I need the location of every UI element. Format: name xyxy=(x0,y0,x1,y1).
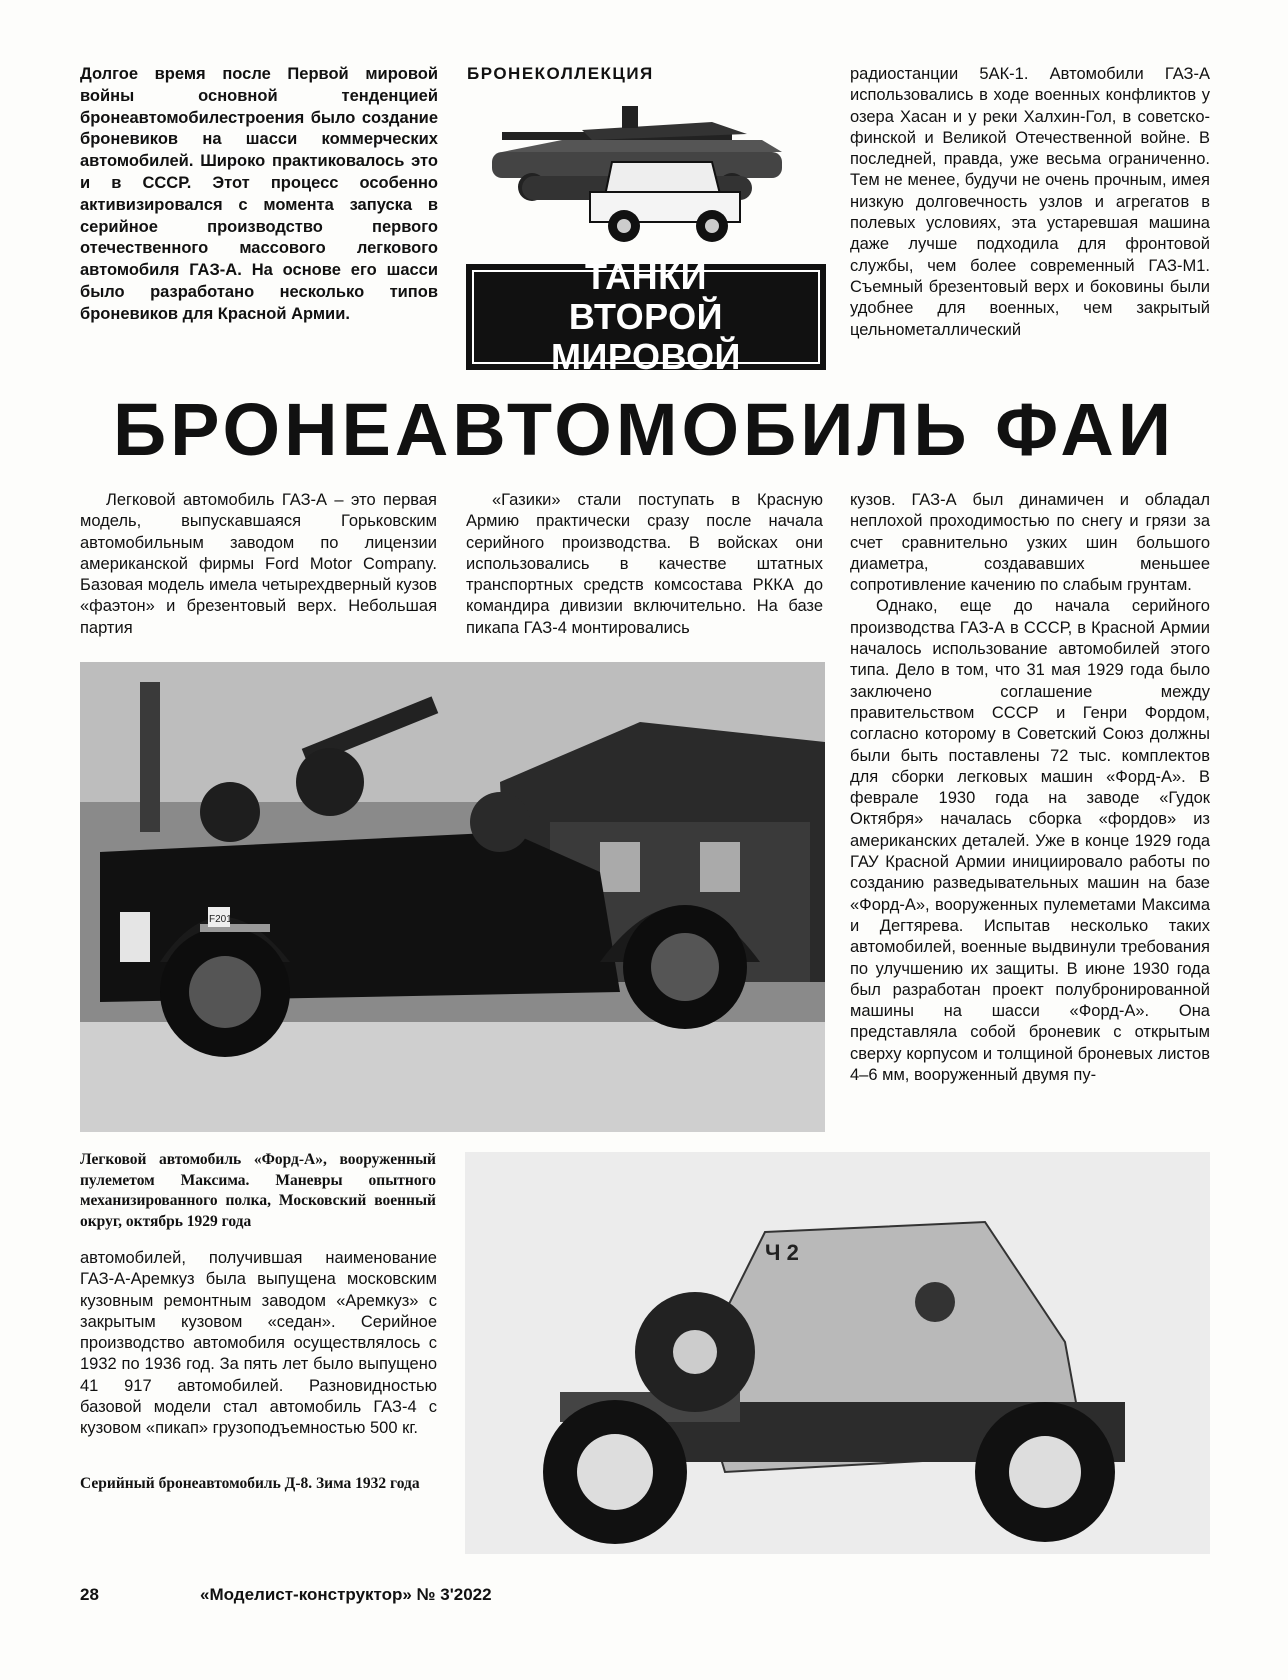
banner-line-1: ТАНКИ xyxy=(584,256,708,297)
series-banner xyxy=(466,256,826,377)
license-plate: F201 xyxy=(209,914,232,925)
photo-d8-armored-car xyxy=(465,1152,1210,1554)
top-right-column xyxy=(850,64,1210,341)
section-rubric: БРОНЕКОЛЛЕКЦИЯ xyxy=(467,64,654,83)
article-headline: БРОНЕАВТОМОБИЛЬ ФАИ xyxy=(112,388,1176,471)
intro-paragraph: Долгое время после Первой мировой войны основной тенденцией бронеавтомобилестроения было создание броневиков на шасси коммерческих автомобилей. Широко практиковалось это и в СССР. Этот процесс особенно активизировался с момента запуска в серийное производство первого отечественного массового легкового автомобиля ГАЗ-А. На основе его шасси было разработано несколько типов броневиков для Красной Армии. xyxy=(80,65,438,323)
column-2-top xyxy=(466,490,823,639)
photo-ford-a-maxim xyxy=(80,662,825,1132)
top-right-paragraph: радиостанции 5АК-1. Автомобили ГАЗ-А использовались в ходе военных конфликтов у озера Хасан и у реки Халхин-Гол, в советско-финской и Великой Отечественной войне. В последней, правда, уже весьма ограниченно. Тем не менее, будучи не очень прочным, имея низкую долговечность узлов и агрегатов в полевых условиях, эта устаревшая машина даже лучше подходила для фронтовой службы, чем более современный ГАЗ-М1. Съемный брезентовый верх и боковины были удобнее для военных, чем закрытый цельнометаллический xyxy=(850,65,1210,339)
photo-ford-a-image xyxy=(80,662,825,1132)
rubric-logo-illustration xyxy=(462,92,822,242)
column-1-paragraph: Легковой автомобиль ГАЗ-А – это первая модель, выпускавшаяся Горьковским автомобильным заводом по лицензии американской фирмы Ford Motor Company. Базовая модель имела четырехдверный кузов «фаэтон» и брезентовый верх. Небольшая партия xyxy=(80,491,437,637)
magazine-title: «Моделист-конструктор» № 3'2022 xyxy=(200,1585,492,1604)
page-number: 28 xyxy=(80,1585,99,1604)
vehicle-marking: Ч 2 xyxy=(765,1240,799,1265)
column-3-paragraph-2: Однако, еще до начала серийного производства ГАЗ-А в СССР, в Красной Армии началось использование автомобилей этого типа. Дело в том, что 31 мая 1929 года было заключено соглашение между правительством СССР и Генри Фордом, согласно которому в Советский Союз должны были быть поставлены 72 тыс. комплектов для сборки легковых машин «Форд-А». В феврале 1930 года на заводе «Гудок Октября» началась сборка «фордов» из американских деталей. Уже в конце 1929 года ГАУ Красной Армии инициировало работы по созданию разведывательных машин на базе «Форд-А», вооруженных пулеметами Максима и Дегтярева. Испытав несколько таких автомобилей, военные выдвинули требования по улучшению их защиты. В июне 1930 года был разработан проект полубронированной машины на шасси «Форд-А». Она представляла собой броневик с открытым сверху корпусом и толщиной броневых листов 4–6 мм, вооруженный двумя пу- xyxy=(850,597,1210,1085)
column-1-bottom-paragraph: автомобилей, получившая наименование ГАЗ-А-Аремкуз была выпущена московским кузовным ремонтным заводом «Аремкуз» с закрытым кузовом «седан». Серийное производство автомобиля осуществлялось с 1932 по 1936 год. За пять лет было выпущено 41 917 автомобилей. Разновидностью базовой модели стал автомобиль ГАЗ-4 с кузовом «пикап» грузоподъемностью 500 кг. xyxy=(80,1249,437,1438)
column-2-paragraph: «Газики» стали поступать в Красную Армию практически сразу после начала серийного производства. В войсках они использовались в качестве штатных транспортных средств комсостава РККА до командира дивизии включительно. На базе пикапа ГАЗ-4 монтировались xyxy=(466,491,823,637)
caption-photo-1: Легковой автомобиль «Форд-А», вооруженный пулеметом Максима. Маневры опытного механизированного полка, Московский военный округ, октябрь 1929 года xyxy=(80,1151,436,1230)
column-3-paragraph-1: кузов. ГАЗ-А был динамичен и обладал неплохой проходимостью по снегу и грязи за счет сравнительно узких шин большого диаметра, создававших меньшее сопротивление качению по слабым грунтам. xyxy=(850,491,1210,595)
column-1-top xyxy=(80,490,437,639)
banner-line-2: ВТОРОЙ МИРОВОЙ xyxy=(551,296,741,377)
caption-photo-2: Серийный бронеавтомобиль Д-8. Зима 1932 года xyxy=(80,1475,420,1492)
photo-d8-image xyxy=(465,1152,1210,1554)
column-1-bottom xyxy=(80,1248,437,1440)
column-3 xyxy=(850,490,1210,1086)
